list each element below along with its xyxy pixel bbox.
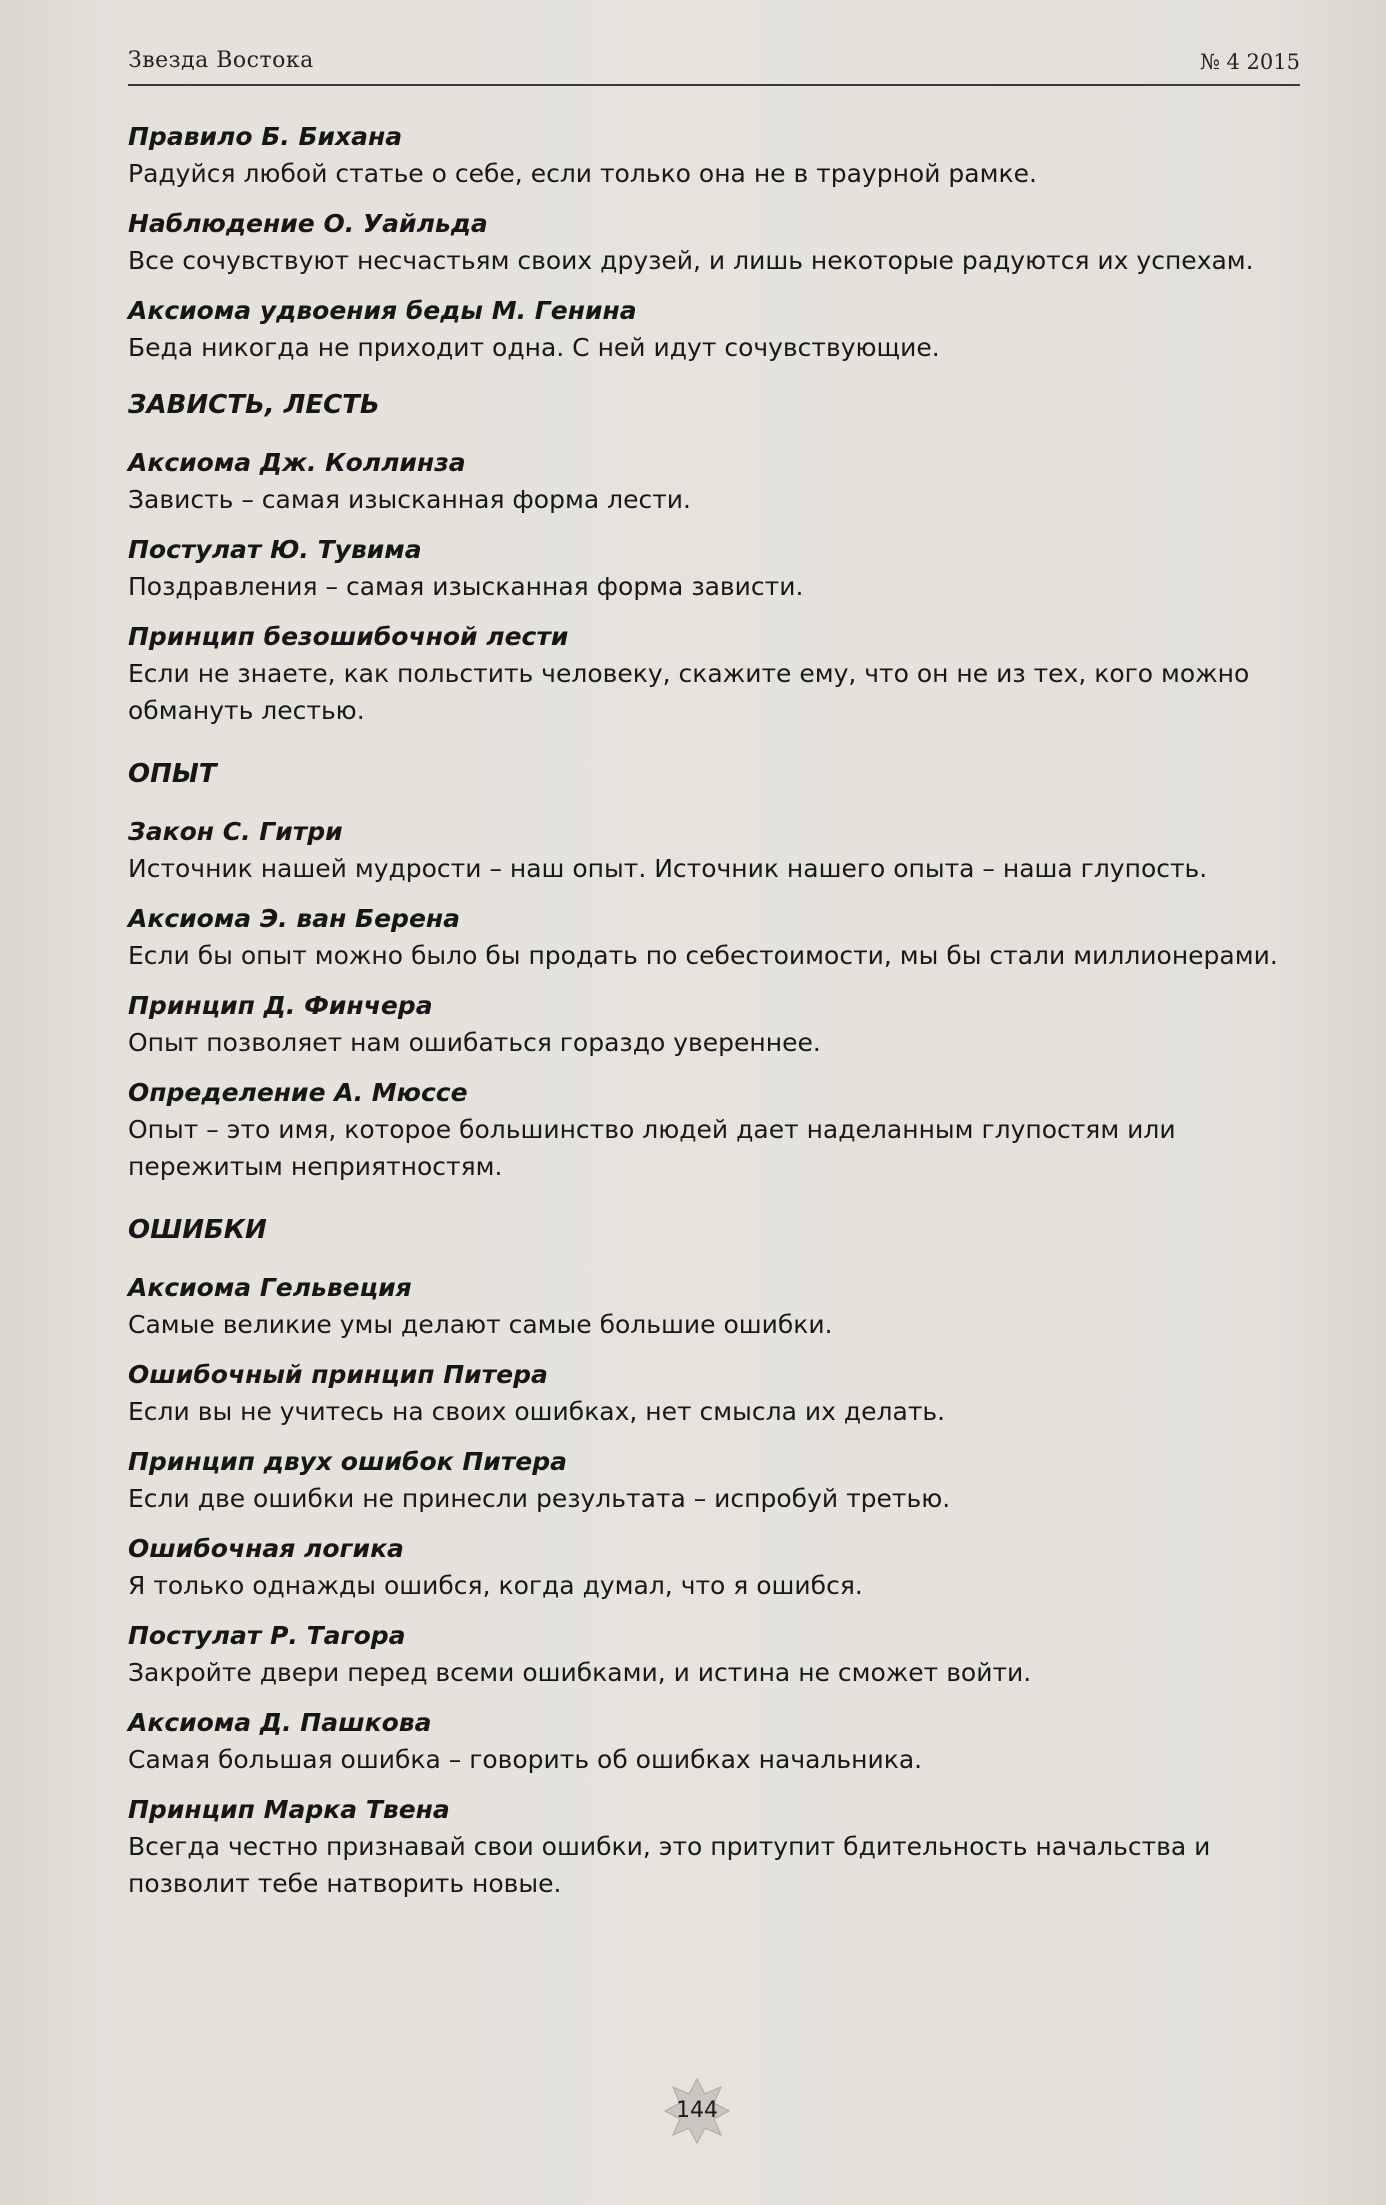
entry-text: Опыт позволяет нам ошибаться гораздо увереннее.: [128, 1028, 821, 1057]
entry-title: Аксиома удвоения беды М. Генина: [128, 296, 637, 325]
entry-fincher: [128, 987, 1303, 1061]
entry-peter-mistake: [128, 1356, 1303, 1430]
entry-tuvim: [128, 531, 1303, 605]
entry-text: Если вы не учитесь на своих ошибках, нет смысла их делать.: [128, 1397, 946, 1426]
entry-title: Правило Б. Бихана: [128, 122, 403, 151]
entry-title: Принцип Марка Твена: [128, 1795, 450, 1824]
entry-title: Постулат Ю. Тувима: [128, 535, 422, 564]
entry-text: Опыт – это имя, которое большинство людей дает наделанным глупостям или пережитым неприятностям.: [128, 1115, 1176, 1181]
section-title-envy: ЗАВИСТЬ, ЛЕСТЬ: [128, 390, 380, 420]
entry-tagore: [128, 1617, 1303, 1691]
entry-text: Закройте двери перед всеми ошибками, и истина не сможет войти.: [128, 1658, 1032, 1687]
page-number-ornament: [664, 2078, 730, 2144]
entry-text: Радуйся любой статье о себе, если только она не в траурной рамке.: [128, 159, 1037, 188]
entry-title: Принцип двух ошибок Питера: [128, 1447, 567, 1476]
entry-text: Беда никогда не приходит одна. С ней идут сочувствующие.: [128, 333, 940, 362]
entry-flattery: [128, 618, 1303, 729]
entry-text: Если две ошибки не принесли результата – испробуй третью.: [128, 1484, 951, 1513]
entry-text: Если не знаете, как польстить человеку, скажите ему, что он не из тех, кого можно обмануть лестью.: [128, 659, 1250, 725]
entry-title: Постулат Р. Тагора: [128, 1621, 406, 1650]
entry-text: Источник нашей мудрости – наш опыт. Источник нашего опыта – наша глупость.: [128, 854, 1208, 883]
entry-text: Всегда честно признавай свои ошибки, это притупит бдительность начальства и позволит тебе натворить новые.: [128, 1832, 1211, 1898]
entry-text: Самая большая ошибка – говорить об ошибках начальника.: [128, 1745, 923, 1774]
entry-title: Ошибочный принцип Питера: [128, 1360, 548, 1389]
entry-title: Ошибочная логика: [128, 1534, 404, 1563]
section-title-experience: ОПЫТ: [128, 759, 217, 789]
entry-guitry: [128, 813, 1303, 887]
entry-pashkov: [128, 1704, 1303, 1778]
entry-text: Зависть – самая изысканная форма лести.: [128, 485, 691, 514]
entry-helvetius: [128, 1269, 1303, 1343]
entry-musset: [128, 1074, 1303, 1185]
entry-title: Аксиома Э. ван Берена: [128, 904, 461, 933]
entry-genin: [128, 292, 1303, 366]
entry-title: Принцип Д. Финчера: [128, 991, 433, 1020]
entry-text: Если бы опыт можно было бы продать по себестоимости, мы бы стали миллионерами.: [128, 941, 1278, 970]
entry-title: Аксиома Дж. Коллинза: [128, 448, 466, 477]
journal-title: Звезда Востока: [128, 48, 314, 73]
issue-number: № 4 2015: [1199, 50, 1300, 74]
entry-title: Наблюдение О. Уайльда: [128, 209, 488, 238]
page-content: [128, 118, 1303, 1915]
entry-title: Аксиома Гельвеция: [128, 1273, 412, 1302]
entry-text: Я только однажды ошибся, когда думал, что я ошибся.: [128, 1571, 863, 1600]
running-header: [128, 44, 1300, 86]
entry-van-beren: [128, 900, 1303, 974]
entry-title: Определение А. Мюссе: [128, 1078, 468, 1107]
entry-text: Все сочувствуют несчастьям своих друзей, и лишь некоторые радуются их успехам.: [128, 246, 1254, 275]
entry-title: Аксиома Д. Пашкова: [128, 1708, 432, 1737]
entry-title: Закон С. Гитри: [128, 817, 343, 846]
entry-title: Принцип безошибочной лести: [128, 622, 569, 651]
section-title-mistakes: ОШИБКИ: [128, 1215, 267, 1245]
entry-logic: [128, 1530, 1303, 1604]
entry-text: Самые великие умы делают самые большие ошибки.: [128, 1310, 833, 1339]
page-number: 144: [676, 2098, 718, 2123]
entry-collins: [128, 444, 1303, 518]
entry-bihan: [128, 118, 1303, 192]
entry-twain: [128, 1791, 1303, 1902]
entry-peter-two: [128, 1443, 1303, 1517]
entry-text: Поздравления – самая изысканная форма зависти.: [128, 572, 804, 601]
entry-wilde: [128, 205, 1303, 279]
